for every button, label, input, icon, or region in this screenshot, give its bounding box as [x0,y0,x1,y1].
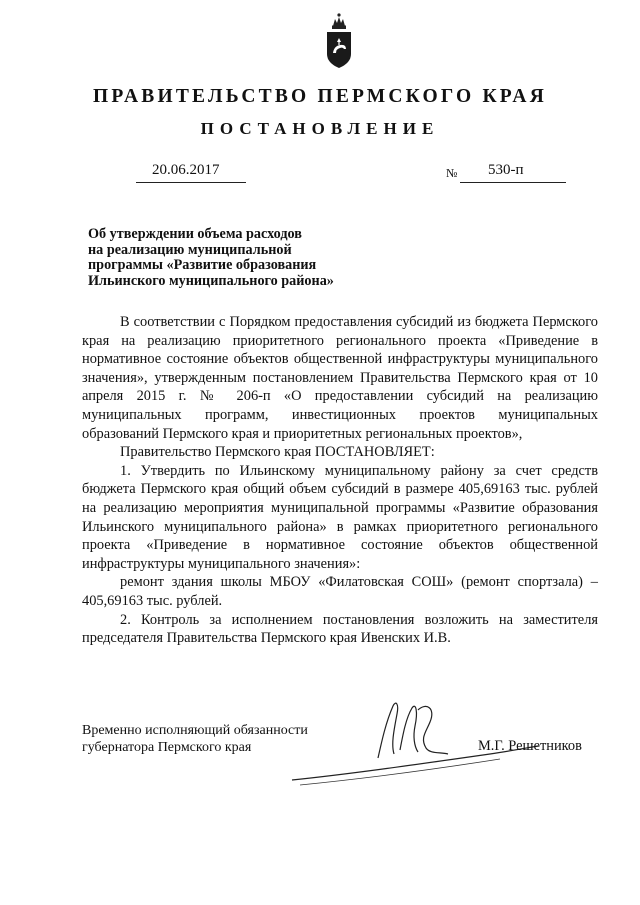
body-paragraph: Правительство Пермского края ПОСТАНОВЛЯЕТ: [120,444,435,461]
body-paragraph: ремонт здания школы МБОУ «Филатовская СОШ» (ремонт спортзала) – 405,69163 тыс. рублей. [82,574,598,609]
number-field [460,162,566,183]
document-date: 20.06.2017 [152,162,220,178]
subject-line: Об утверждении объема расходов [88,226,302,242]
government-title: ПРАВИТЕЛЬСТВО ПЕРМСКОГО КРАЯ [93,86,547,107]
body-paragraph: 1. Утвердить по Ильинскому муниципальному району за счет средств бюджета Пермского края общий объем субсидий в размере 405,69163 тыс. рублей на реализацию мероприятия муниципальной программы «Развитие образования Ильинского муниципального района» в рамках приоритетного регионального проекта «Приведение в нормативное состояние объектов общественной инфраструктуры муниципального значения»: [82,462,598,572]
coat-of-arms-icon [324,12,354,70]
subject-line: на реализацию муниципальной [88,241,292,258]
document-number: 530-п [488,162,524,178]
body-paragraph: В соответствии с Порядком предоставления субсидий из бюджета Пермского края на реализацию приоритетного регионального проекта «Приведение в нормативное состояние объектов общественной инфраструктуры муниципального значения», утвержденным постановлением Правительства Пермского края от 10 апреля 2015 г. № 206-п «О предоставлении субсидий на реализацию муниципальных программ, инвестиционных проектов муниципальных образований Пермского края и приоритетных региональных проектов», [82,314,598,442]
body-paragraph: 2. Контроль за исполнением постановления возложить на заместителя председателя Правительства Пермского края Ивенских И.В. [82,611,598,647]
signatory-name: М.Г. Решетников [478,738,582,754]
document-type: ПОСТАНОВЛЕНИЕ [200,119,440,138]
signatory-role [82,722,308,756]
date-field [136,162,246,183]
number-sign: № [446,166,458,180]
document-subject [88,227,388,289]
role-line: губернатора Пермского края [82,740,252,755]
subject-line: программы «Развитие образования [88,257,317,274]
subject-line: Ильинского муниципального района» [88,272,334,289]
document-body [82,313,598,648]
role-line: Временно исполняющий обязанности [82,723,308,738]
